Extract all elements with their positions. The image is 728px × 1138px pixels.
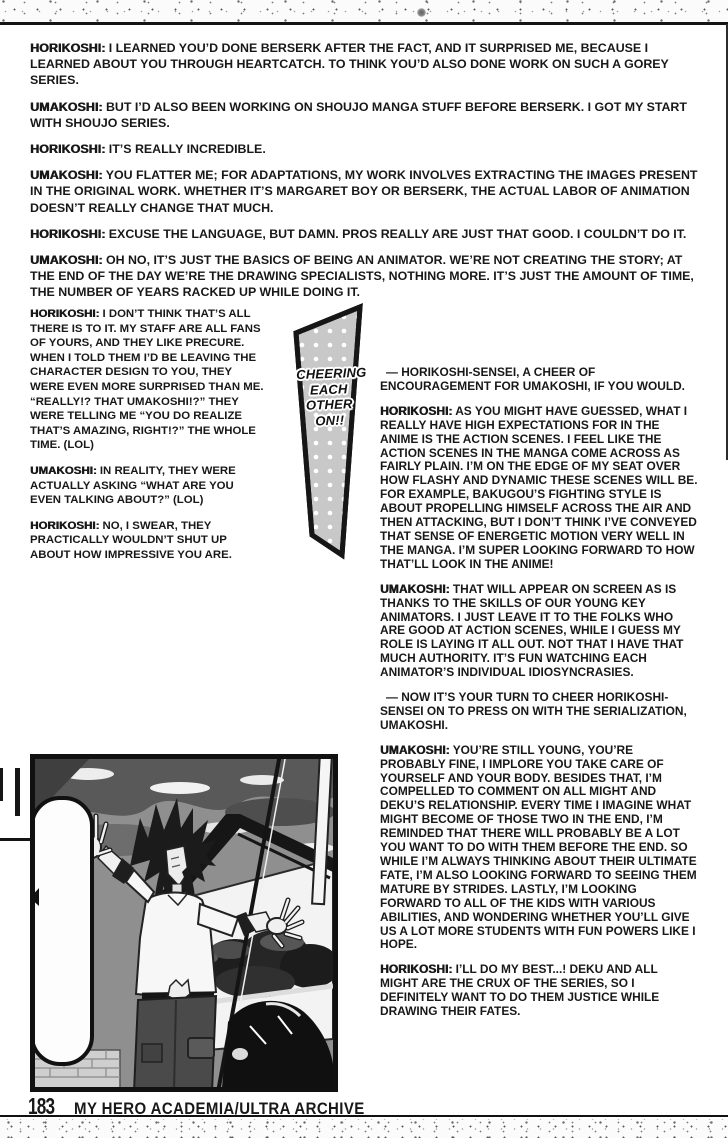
dialogue-paragraph bbox=[30, 464, 264, 508]
speaker-name: UMAKOSHI: bbox=[30, 464, 97, 477]
speaker-name: HORIKOSHI: bbox=[30, 142, 106, 157]
dialogue-paragraph bbox=[30, 141, 700, 157]
page-number: 183 bbox=[28, 1094, 55, 1120]
dialogue-text: IN REALITY, THEY WERE ACTUALLY ASKING “WHAT ARE YOU EVEN TALKING ABOUT?” (LOL) bbox=[30, 464, 236, 507]
speaker-name: UMAKOSHI: bbox=[380, 581, 450, 596]
dialogue-paragraph bbox=[30, 40, 700, 89]
dialogue-paragraph bbox=[380, 405, 698, 572]
art-bleed-mark bbox=[0, 768, 3, 801]
dialogue-paragraph bbox=[380, 963, 698, 1019]
dialogue-text: — NOW IT’S YOUR TURN TO CHEER HORIKOSHI-SENSEI ON TO PRESS ON WITH THE SERIALIZATION, UMAKOSHI. bbox=[380, 690, 687, 732]
dialogue-paragraph bbox=[30, 519, 264, 563]
dialogue-paragraph bbox=[30, 307, 264, 453]
manga-panel bbox=[30, 754, 338, 1092]
speech-bubble bbox=[30, 798, 92, 1064]
dialogue-text: YOU FLATTER ME; FOR ADAPTATIONS, MY WORK INVOLVES EXTRACTING THE IMAGES PRESENT IN THE ORIGINAL WORK. WHETHER IT’S MARGARET BOY OR BERSERK, THE ACTUAL LABOR OF ANIMATION DOESN’T REALLY CHANGE THAT MUCH. bbox=[30, 168, 698, 215]
dialogue-text: OH NO, IT’S JUST THE BASICS OF BEING AN ANIMATOR. WE’RE NOT CREATING THE STORY; AT THE END OF THE DAY WE’RE THE DRAWING SPECIALISTS, NOTHING MORE. IT’S JUST THE AMOUNT OF TIME, THE NUMBER OF YEARS RACKED UP WHILE DOING IT. bbox=[30, 253, 694, 300]
dialogue-paragraph bbox=[30, 252, 700, 301]
page-texture-bottom bbox=[0, 1119, 728, 1138]
page-footer bbox=[0, 1092, 728, 1120]
dialogue-text: THAT WILL APPEAR ON SCREEN AS IS THANKS TO THE SKILLS OF OUR YOUNG KEY ANIMATORS. I JUST LEAVE IT TO THE FOLKS WHO ARE GOOD AT ACTION SCENES, WHILE I GUESS MY ROLE IS LAYING IT ALL OUT. NOT THAT I HAVE THAT MUCH AUTHORITY. IT’S FUN WATCHING EACH ANIMATOR’S INDIVIDUAL IDIOSYNCRASIES. bbox=[380, 581, 684, 680]
dialogue-text: YOU’RE STILL YOUNG, YOU’RE PROBABLY FINE, I IMPLORE YOU TAKE CARE OF YOURSELF AND YOUR BODY. BESIDES THAT, I’M COMPELLED TO COMMENT ON ALL MIGHT AND DEKU’S RELATIONSHIP. EVERY TIME I IMAGINE WHAT MIGHT BECOME OF THOSE TWO IN THE END, I’M REMINDED THAT THERE WILL PROBABLY BE A LOT YOU WANT TO DO WITH THEM BEFORE THE END. SO WHILE I’M ALWAYS THINKING ABOUT THEIR ULTIMATE FATE, I’M ALSO LOOKING FORWARD TO SEEING THEM MATURE BY STRIDES. LASTLY, I’M LOOKING FORWARD TO ALL OF THE KIDS WITH VARIOUS ABILITIES, AND WONDERING WHETHER YOU’LL GIVE US A LOT MORE STUDENTS WITH FUN POWERS LIKE I HOPE. bbox=[380, 742, 697, 952]
dialogue-text: NO, I SWEAR, THEY PRACTICALLY WOULDN’T SHUT UP ABOUT HOW IMPRESSIVE YOU ARE. bbox=[30, 519, 232, 561]
interviewer-question bbox=[380, 366, 698, 394]
speaker-name: UMAKOSHI: bbox=[380, 742, 450, 757]
dialogue-text: BUT I’D ALSO BEEN WORKING ON SHOUJO MANGA STUFF BEFORE BERSERK. I GOT MY START WITH SHOUJO SERIES. bbox=[30, 99, 687, 130]
dialogue-text: AS YOU MIGHT HAVE GUESSED, WHAT I REALLY HAVE HIGH EXPECTATIONS FOR IN THE ANIME IS THE ACTION SCENES. I FEEL LIKE THE ACTION SCENES IN THE MANGA COME ACROSS AS FAIRLY PLAIN. I’M ON THE EDGE OF MY SEAT OVER HOW FLASHY AND DYNAMIC THESE SCENES WILL BE. FOR EXAMPLE, BAKUGOU’S FIGHTING STYLE IS ABOUT PROPELLING HIMSELF ACROSS THE AIR AND THEN ATTACKING, BUT I DON’T THINK I’VE CONVEYED THAT SENSE OF ENERGETIC MOTION VERY WELL IN THE MANGA. I’M SUPER LOOKING FORWARD TO HOW THAT’LL LOOK IN THE ANIME! bbox=[380, 403, 698, 571]
speaker-name: HORIKOSHI: bbox=[380, 403, 453, 418]
left-dialogue-column bbox=[30, 307, 264, 574]
dialogue-paragraph bbox=[30, 99, 700, 131]
dialogue-paragraph bbox=[380, 583, 698, 680]
cheering-banner bbox=[284, 299, 368, 561]
dialogue-paragraph bbox=[30, 167, 700, 216]
art-bleed-mark bbox=[15, 768, 20, 816]
intro-dialogue-section bbox=[30, 40, 700, 311]
speaker-name: UMAKOSHI: bbox=[30, 168, 103, 183]
right-dialogue-column bbox=[380, 366, 698, 1030]
book-title: MY HERO ACADEMIA/ULTRA ARCHIVE bbox=[74, 1099, 365, 1119]
dialogue-text: I’LL DO MY BEST...! DEKU AND ALL MIGHT ARE THE CRUX OF THE SERIES, SO I DEFINITELY WANT TO DO THEM JUSTICE WHILE DRAWING THEIR FATES. bbox=[380, 962, 660, 1019]
speaker-name: UMAKOSHI: bbox=[30, 99, 103, 114]
dialogue-text: I LEARNED YOU’D DONE BERSERK AFTER THE FACT, AND IT SURPRISED ME, BECAUSE I LEARNED ABOUT YOU THROUGH HEARTCATCH. TO THINK YOU’D ALSO DONE WORK ON SUCH A GOREY SERIES. bbox=[30, 41, 669, 88]
interviewer-question bbox=[380, 691, 698, 733]
cheering-banner-text: CHEERING EACH OTHER ON!! bbox=[295, 364, 367, 428]
dialogue-paragraph bbox=[30, 226, 700, 242]
speaker-name: UMAKOSHI: bbox=[30, 253, 103, 268]
cheering-banner-shape bbox=[284, 299, 368, 561]
bubble-leader-line bbox=[0, 838, 34, 841]
ink-dot bbox=[417, 8, 426, 17]
dialogue-text: I DON’T THINK THAT’S ALL THERE IS TO IT. MY STAFF ARE ALL FANS OF YOURS, AND THEY LIKE PRECURE. WHEN I TOLD THEM I’D BE LEAVING THE CHARACTER DESIGN TO YOU, THEY WERE EVEN MORE SURPRISED THAN ME. “REALLY!? THAT UMAKOSHI!?” THEY WERE TELLING ME “YOU DO REALIZE THAT’S AMAZING, RIGHT!?” THE WHOLE TIME. (LOL) bbox=[30, 308, 264, 452]
speaker-name: HORIKOSHI: bbox=[30, 41, 106, 55]
speaker-name: HORIKOSHI: bbox=[380, 962, 453, 977]
dialogue-text: IT’S REALLY INCREDIBLE. bbox=[108, 142, 266, 157]
page-texture-top bbox=[0, 0, 728, 22]
dialogue-text: EXCUSE THE LANGUAGE, BUT DAMN. PROS REALLY ARE JUST THAT GOOD. I COULDN’T DO IT. bbox=[108, 226, 687, 241]
top-divider bbox=[0, 22, 728, 25]
speaker-name: HORIKOSHI: bbox=[30, 308, 100, 320]
dialogue-text: — HORIKOSHI-SENSEI, A CHEER OF ENCOURAGEMENT FOR UMAKOSHI, IF YOU WOULD. bbox=[380, 365, 685, 393]
speaker-name: HORIKOSHI: bbox=[30, 519, 100, 532]
speaker-name: HORIKOSHI: bbox=[30, 226, 106, 241]
dialogue-paragraph bbox=[380, 744, 698, 953]
